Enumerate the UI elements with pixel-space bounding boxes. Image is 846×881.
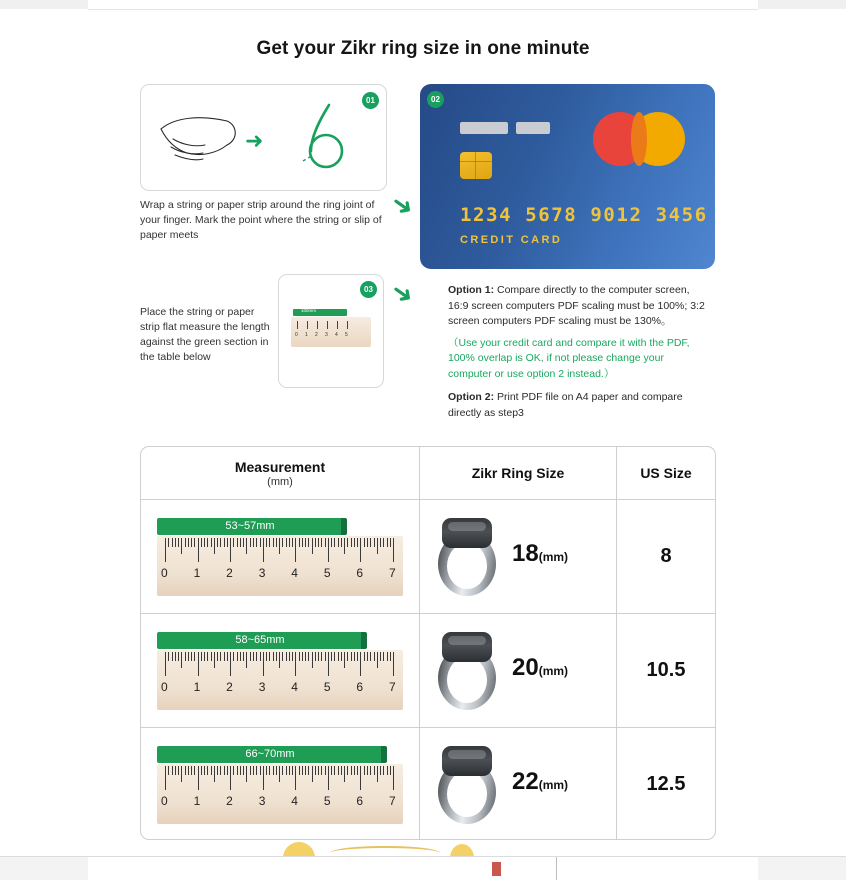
credit-card-stripe-2 [516,122,550,134]
ruler-number: 1 [193,566,201,580]
step-2-credit-card [420,84,715,269]
ruler-number: 7 [389,566,396,580]
row-3-ring-size [512,768,568,796]
page-bottom-divider [556,857,557,880]
ruler-number: 0 [161,794,168,808]
ruler-number: 4 [291,680,298,694]
option-1-label: Option 1: [448,284,495,296]
row-3-ring-size-cell [420,728,617,840]
ruler-number: 3 [258,794,266,808]
header-ring-size [420,447,617,499]
ruler-number: 6 [356,680,364,694]
header-us-size-label: US Size [640,465,692,481]
row-1-ring-size-value: 18 [512,540,539,567]
table-header-row [141,447,715,500]
chip-icon [460,152,492,179]
row-3-us-size-cell [617,728,715,840]
step-1-caption: Wrap a string or paper strip around the ring joint of your finger. Mark the point where the string or slip of paper meets [140,199,382,241]
string-loop-icon [289,99,369,179]
row-3-ruler-numbers [157,794,403,814]
row-3-ring-size-value: 22 [512,768,539,795]
row-3-us-size-value: 12.5 [646,773,686,795]
page-gutter-left [0,9,88,856]
row-1-range-label: 53~57mm [225,520,275,532]
ruler-number: 4 [291,566,298,580]
ruler-graphic [157,518,403,596]
ruler-number: 1 [193,680,201,694]
row-2-ring-size-cell [420,614,617,727]
row-1-ticks [165,538,395,564]
row-3-ticks [165,766,395,792]
row-2-measurement-cell [141,614,420,727]
ruler-number: 6 [356,566,364,580]
option-1-text: Compare directly to the computer screen, 16:9 screen computers PDF scaling must be 100%; 3:2 screen computers PDF scaling must be 130%。 [448,284,705,327]
row-1-ring-size [512,540,568,568]
table-row [141,500,715,614]
ruler-number: 4 [291,794,298,808]
page-bottom-strip [0,856,846,881]
row-3-ring-size-unit: (mm) [538,778,569,792]
row-1-ruler-numbers [157,566,403,586]
row-1-us-size-value: 8 [660,545,672,567]
hand-illustration-icon [153,99,248,179]
row-2-range-label: 58~65mm [235,634,285,646]
ruler-graphic [157,746,403,824]
row-2-ring-size [512,654,568,682]
table-row [141,614,715,728]
mastercard-icon [593,112,685,166]
row-2-ring-size-value: 20 [512,654,539,681]
option-2-text: Print PDF file on A4 paper and compare directly as step3 [448,391,683,419]
step-3-illustration-card: 03 100mm 0 1 2 3 4 5 [278,274,384,388]
ruler-number: 6 [356,794,364,808]
ruler-number: 5 [323,566,331,580]
row-2-ticks [165,652,395,678]
ring-icon [436,516,498,596]
row-2-ring-size-unit: (mm) [538,664,569,678]
ruler-number: 7 [389,794,396,808]
arrow-to-options-icon: ➜ [385,274,421,312]
ruler-number: 2 [226,566,233,580]
step-3-badge: 03 [360,281,377,298]
credit-card-label: CREDIT CARD [460,234,563,246]
ring-icon [436,744,498,824]
page-bottom-red-mark [492,862,501,876]
step-1-arrow-icon: ➜ [245,128,264,153]
table-row [141,728,715,840]
option-2-label: Option 2: [448,391,495,403]
options-text-block [448,283,706,421]
row-1-ring-size-unit: (mm) [538,550,569,564]
ruler-number: 7 [389,680,396,694]
row-3-measurement-cell [141,728,420,840]
row-2-ruler-numbers [157,680,403,700]
ruler-number: 3 [258,680,266,694]
page-title: Get your Zikr ring size in one minute [256,38,590,59]
header-measurement-label: Measurement [234,458,326,475]
mini-ruler-label: 100mm [301,308,317,313]
ruler-number: 2 [226,680,233,694]
page-top-strip [0,0,846,10]
arrow-to-card-icon: ➜ [385,186,421,224]
step-1-badge: 01 [362,92,379,109]
ruler-number: 5 [323,680,331,694]
mini-ruler-graphic [291,317,371,347]
ring-icon [436,630,498,710]
row-1-us-size-cell [617,500,715,613]
header-us-size [617,447,715,499]
ruler-number: 3 [258,566,266,580]
ruler-number: 2 [226,794,233,808]
page-gutter-right [758,9,846,856]
ruler-number: 5 [323,794,331,808]
credit-card-number: 1234 5678 9012 3456 [460,204,708,226]
credit-card-stripe-1 [460,122,508,134]
size-table [140,446,716,840]
ruler-graphic [157,632,403,710]
header-ring-size-label: Zikr Ring Size [471,465,565,481]
row-3-green-bar [157,746,383,763]
page-top-strip-inner [88,0,758,9]
page-bottom-right-block [758,857,846,880]
row-1-measurement-cell [141,500,420,613]
row-2-us-size-cell [617,614,715,727]
page-bottom-left-block [0,857,88,880]
row-3-range-label: 66~70mm [245,748,295,760]
ruler-number: 0 [161,566,168,580]
options-note: （Use your credit card and compare it with the PDF, 100% overlap is OK, if not please change your computer or use option 2 instead.） [448,336,690,380]
ruler-number: 1 [193,794,201,808]
row-1-green-bar [157,518,343,535]
header-measurement [141,447,420,499]
row-2-green-bar [157,632,363,649]
step-3-caption: Place the string or paper strip flat measure the length against the green section in the table below [140,306,270,363]
step-2-badge: 02 [427,91,444,108]
row-1-ring-size-cell [420,500,617,613]
ruler-number: 0 [161,680,168,694]
header-measurement-unit: (mm) [267,475,293,488]
row-2-us-size-value: 10.5 [646,659,686,681]
step-1-illustration-card [140,84,387,191]
